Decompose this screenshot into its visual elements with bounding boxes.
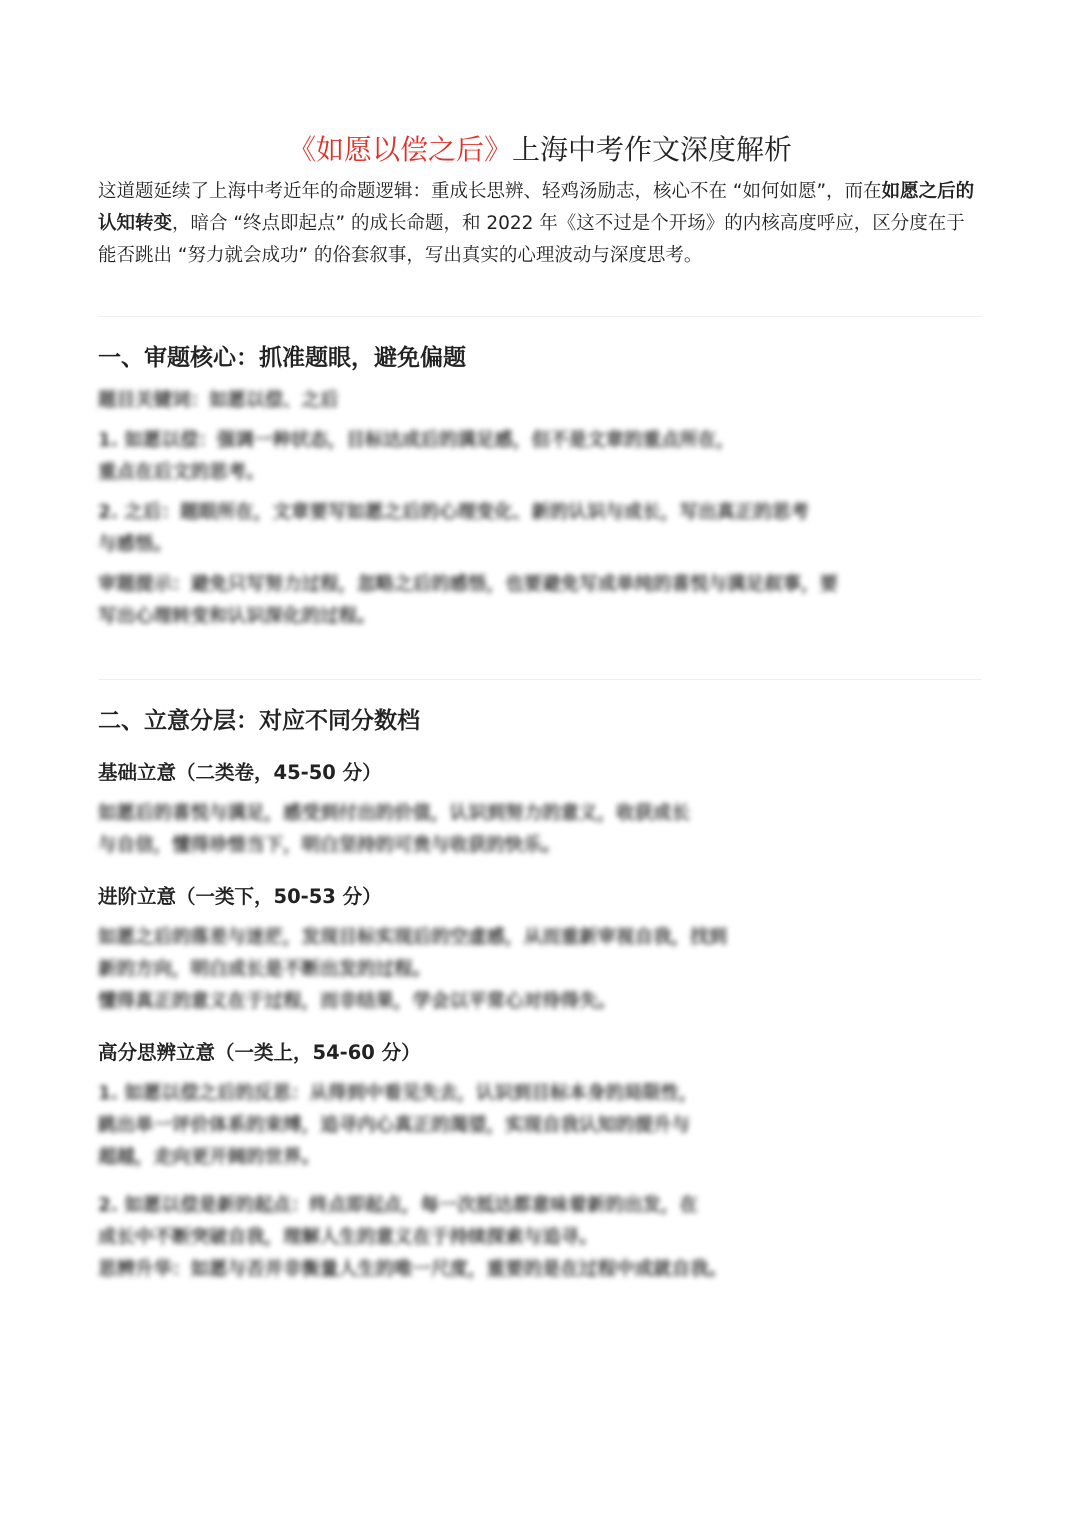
blurred-line: 跳出单一评价体系的束缚，追寻内心真正的渴望，实现自我认知的提升与 [98, 1115, 691, 1136]
blurred-line: 1. 如愿以偿：强调一种状态，目标达成后的满足感，但不是文章的重点所在， [98, 430, 735, 451]
intro-text-2: ，暗合 “终点即起点” 的成长命题，和 2022 年《这不过是个开场》的内核高度呼应，区分度在于能否跳出 “努力就会成功” 的俗套叙事，写出真实的心理波动与深度思考。 [98, 213, 965, 266]
blurred-line: 审题提示：避免只写努力过程，忽略之后的感悟，也要避免写成单纯的喜悦与满足叙事，要 [98, 574, 839, 595]
blurred-line: 写出心理转变和认识深化的过程。 [98, 606, 376, 627]
tier-basic-blurred-content [98, 798, 982, 862]
blurred-line: 1. 如愿以偿之后的反思：从得到中看见失去，认识到目标本身的局限性， [98, 1083, 698, 1104]
document-page [98, 130, 982, 1286]
document-title [98, 130, 982, 170]
blurred-line: 新的方向，明白成长是不断出发的过程。 [98, 959, 432, 980]
blurred-line: 懂得真正的意义在于过程，而非结果，学会以平常心对待得失。 [98, 991, 617, 1012]
blurred-line: 思辨升华：如愿与否并非衡量人生的唯一尺度，重要的是在过程中成就自我。 [98, 1259, 728, 1280]
blurred-line: 如愿后的喜悦与满足，感受到付出的价值，认识到努力的意义，收获成长 [98, 803, 691, 824]
blurred-line: 2. 如愿以偿是新的起点：终点即起点，每一次抵达都意味着新的出发，在 [98, 1195, 698, 1216]
blurred-line: 与自信，懂得珍惜当下，明白坚持的可贵与收获的快乐。 [98, 835, 561, 856]
title-main: 上海中考作文深度解析 [512, 133, 793, 166]
intro-bold: 如愿之后的认知转变 [98, 181, 975, 234]
blurred-line: 成长中不断突破自我，理解人生的意义在于持续探索与追寻。 [98, 1227, 598, 1248]
tier-advanced-blurred-content [98, 922, 982, 1018]
blurred-line: 超越，走向更开阔的世界。 [98, 1147, 321, 1168]
intro-text-1: 这道题延续了上海中考近年的命题逻辑：重成长思辨、轻鸡汤励志，核心不在 “如何如愿”，而在 [98, 181, 882, 202]
tier-heading-basic: 基础立意（二类卷，45-50 分） [98, 761, 382, 784]
blurred-line: 2. 之后：题眼所在，文章要写如愿之后的心理变化、新的认识与成长，写出真正的思考 [98, 502, 809, 523]
section1-heading: 一、审题核心：抓准题眼，避免偏题 [98, 345, 466, 371]
blurred-line: 重点在后文的思考。 [98, 462, 265, 483]
tier-high-blurred-content [98, 1078, 982, 1286]
title-highlight: 《如愿以偿之后》 [287, 133, 512, 166]
section2-heading: 二、立意分层：对应不同分数档 [98, 708, 420, 734]
blurred-line: 题目关键词：如愿以偿、之后 [98, 390, 339, 411]
blurred-line: 与感悟。 [98, 534, 173, 555]
tier-heading-advanced: 进阶立意（一类下，50-53 分） [98, 885, 382, 908]
tier-heading-high: 高分思辨立意（一类上，54-60 分） [98, 1041, 421, 1064]
section1-blurred-content [98, 385, 982, 633]
blurred-line: 如愿之后的落差与迷茫，发现目标实现后的空虚感，从而重新审视自我，找到 [98, 927, 728, 948]
intro-paragraph [98, 176, 982, 272]
